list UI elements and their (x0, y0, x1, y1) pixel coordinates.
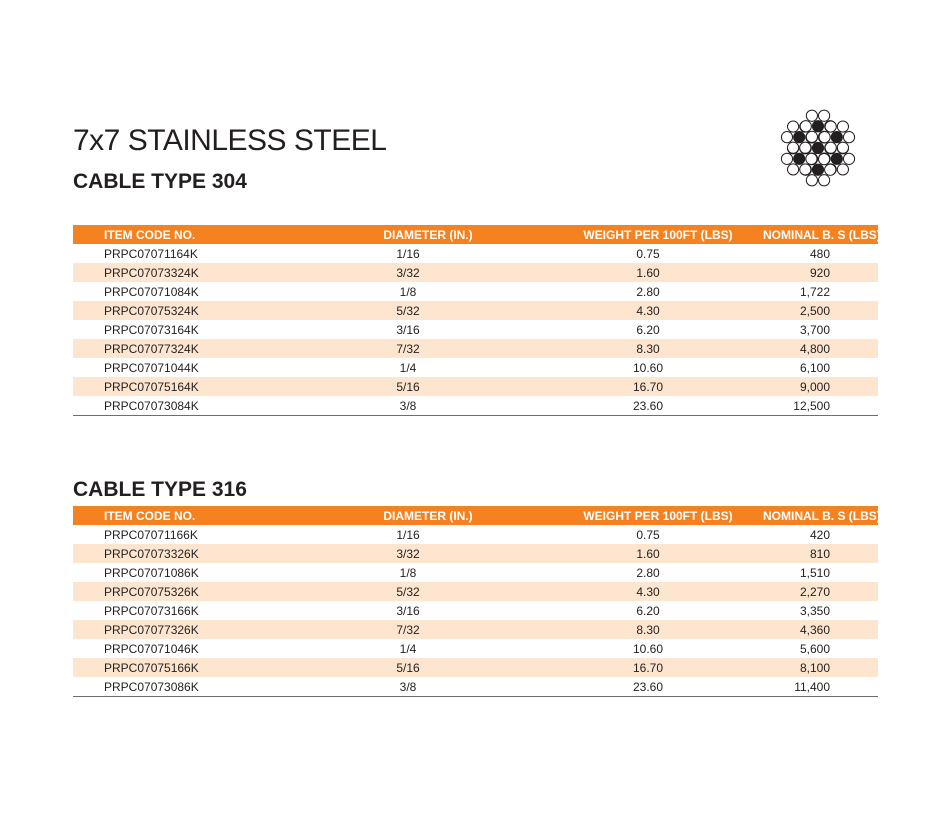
item-code-cell: PRPC07071086K (104, 565, 199, 580)
wire-circle (787, 121, 798, 132)
diameter-cell: 1/4 (399, 641, 417, 656)
item-code-cell: PRPC07077326K (73, 620, 283, 639)
weight-cell: 1.60 (533, 263, 763, 282)
table-row (73, 358, 878, 377)
diameter-cell: 3/8 (283, 396, 533, 416)
item-code-cell: PRPC07075324K (73, 301, 283, 320)
table-row (73, 601, 878, 620)
breaking-strength-cell: 2,500 (763, 301, 878, 320)
weight-cell: 8.30 (533, 620, 763, 639)
header-breaking-strength: NOMINAL B. S (LBS) (763, 506, 878, 525)
table-row (73, 620, 878, 639)
item-code-cell: PRPC07073086K (73, 677, 283, 697)
table-row (73, 544, 878, 563)
wire-circle (806, 131, 817, 142)
weight-cell: 4.30 (533, 582, 763, 601)
wire-circle (825, 142, 836, 153)
wire-circle (837, 164, 848, 175)
table-row (73, 639, 878, 658)
breaking-strength-cell: 1,510 (799, 565, 830, 580)
weight-cell: 10.60 (632, 641, 664, 656)
wire-circle (843, 132, 854, 143)
breaking-strength-cell: 810 (763, 544, 878, 563)
item-code-cell: PRPC07075166K (73, 658, 283, 677)
diameter-cell: 3/32 (283, 544, 533, 563)
breaking-strength-cell: 920 (763, 263, 878, 282)
wire-circle (806, 153, 817, 164)
table-row (73, 320, 878, 339)
weight-cell: 10.60 (632, 360, 664, 375)
item-code-cell: PRPC07075326K (73, 582, 283, 601)
diameter-cell: 7/32 (283, 339, 533, 358)
cable-table-316 (73, 506, 881, 697)
breaking-strength-cell: 420 (809, 527, 830, 542)
breaking-strength-cell: 4,800 (763, 339, 878, 358)
diameter-cell: 3/16 (396, 322, 420, 337)
wire-circle (794, 153, 805, 164)
diameter-cell: 1/8 (399, 565, 417, 580)
wire-circle (800, 164, 811, 175)
diameter-cell: 7/32 (283, 620, 533, 639)
item-code-cell: PRPC07077324K (73, 339, 283, 358)
wire-circle (837, 121, 848, 132)
breaking-strength-cell: 480 (809, 246, 830, 261)
breaking-strength-cell: 9,000 (763, 377, 878, 396)
header-diameter: DIAMETER (IN.) (283, 506, 533, 525)
diameter-cell: 5/16 (283, 658, 533, 677)
diameter-cell: 1/4 (399, 360, 417, 375)
table-row (73, 339, 878, 358)
item-code-cell: PRPC07073084K (73, 396, 283, 416)
wire-circle (800, 142, 811, 153)
table-row (73, 658, 878, 677)
weight-cell: 1.60 (533, 544, 763, 563)
weight-cell: 0.75 (636, 527, 660, 542)
table-row (73, 377, 878, 396)
weight-cell: 6.20 (636, 603, 660, 618)
breaking-strength-cell: 8,100 (763, 658, 878, 677)
header-weight: WEIGHT PER 100FT (LBS) (533, 225, 763, 244)
diameter-cell: 3/32 (283, 263, 533, 282)
wire-circle (800, 121, 811, 132)
wire-circle (806, 175, 817, 186)
header-item-code: ITEM CODE NO. (73, 506, 283, 525)
header-item-code: ITEM CODE NO. (73, 225, 283, 244)
item-code-cell: PRPC07071046K (104, 641, 199, 656)
wire-circle (812, 142, 823, 153)
item-code-cell: PRPC07071044K (104, 360, 199, 375)
breaking-strength-cell: 11,400 (763, 677, 878, 697)
diameter-cell: 1/8 (399, 284, 417, 299)
diameter-cell: 3/16 (396, 603, 420, 618)
wire-circle (825, 164, 836, 175)
header-weight: WEIGHT PER 100FT (LBS) (533, 506, 763, 525)
table-row (73, 677, 878, 697)
section-title-304: CABLE TYPE 304 (73, 170, 247, 193)
wire-circle (812, 164, 823, 175)
weight-cell: 8.30 (533, 339, 763, 358)
wire-circle (819, 175, 830, 186)
breaking-strength-cell: 3,350 (799, 603, 830, 618)
section-title-316: CABLE TYPE 316 (73, 478, 247, 501)
weight-cell: 16.70 (533, 658, 763, 677)
item-code-cell: PRPC07073166K (104, 603, 199, 618)
table-row (73, 301, 878, 320)
item-code-cell: PRPC07073326K (73, 544, 283, 563)
breaking-strength-cell: 2,270 (763, 582, 878, 601)
item-code-cell: PRPC07071084K (104, 284, 199, 299)
table-row (73, 282, 878, 301)
wire-circle (825, 121, 836, 132)
table-row (73, 525, 878, 544)
table-row (73, 263, 878, 282)
breaking-strength-cell: 3,700 (799, 322, 830, 337)
header-breaking-strength: NOMINAL B. S (LBS) (763, 225, 878, 244)
diameter-cell: 3/8 (283, 677, 533, 697)
diameter-cell: 1/16 (396, 527, 420, 542)
weight-cell: 6.20 (636, 322, 660, 337)
item-code-cell: PRPC07071164K (104, 246, 198, 261)
breaking-strength-cell: 6,100 (799, 360, 830, 375)
wire-circle (819, 154, 830, 165)
weight-cell: 2.80 (636, 284, 660, 299)
weight-cell: 23.60 (533, 396, 763, 416)
header-diameter: DIAMETER (IN.) (283, 225, 533, 244)
item-code-cell: PRPC07073324K (73, 263, 283, 282)
weight-cell: 4.30 (533, 301, 763, 320)
weight-cell: 0.75 (636, 246, 660, 261)
wire-circle (812, 121, 823, 132)
table-row (73, 244, 878, 263)
wire-circle (787, 164, 798, 175)
breaking-strength-cell: 5,600 (799, 641, 830, 656)
item-code-cell: PRPC07075164K (73, 377, 283, 396)
breaking-strength-cell: 12,500 (763, 396, 878, 416)
wire-circle (819, 110, 830, 121)
table-row (73, 582, 878, 601)
table-header-row (73, 225, 878, 244)
item-code-cell: PRPC07073164K (104, 322, 199, 337)
wire-circle (787, 142, 798, 153)
wire-circle (781, 153, 792, 164)
wire-circle (837, 142, 848, 153)
wire-circle (819, 132, 830, 143)
diameter-cell: 1/16 (396, 246, 420, 261)
weight-cell: 23.60 (533, 677, 763, 697)
cable-table-304 (73, 225, 881, 416)
breaking-strength-cell: 4,360 (763, 620, 878, 639)
table-header-row (73, 506, 878, 525)
diameter-cell: 5/16 (283, 377, 533, 396)
diameter-cell: 5/32 (283, 301, 533, 320)
wire-circle (831, 153, 842, 164)
wire-circle (794, 132, 805, 143)
wire-rope-cross-section-icon (760, 98, 876, 198)
page-title: 7x7 STAINLESS STEEL (73, 124, 387, 157)
wire-circle (806, 110, 817, 121)
weight-cell: 2.80 (636, 565, 660, 580)
wire-circle (843, 153, 854, 164)
breaking-strength-cell: 1,722 (799, 284, 830, 299)
weight-cell: 16.70 (533, 377, 763, 396)
table-row (73, 396, 878, 416)
wire-circle (781, 132, 792, 143)
table-row (73, 563, 878, 582)
wire-circle (831, 132, 842, 143)
diameter-cell: 5/32 (283, 582, 533, 601)
item-code-cell: PRPC07071166K (104, 527, 198, 542)
